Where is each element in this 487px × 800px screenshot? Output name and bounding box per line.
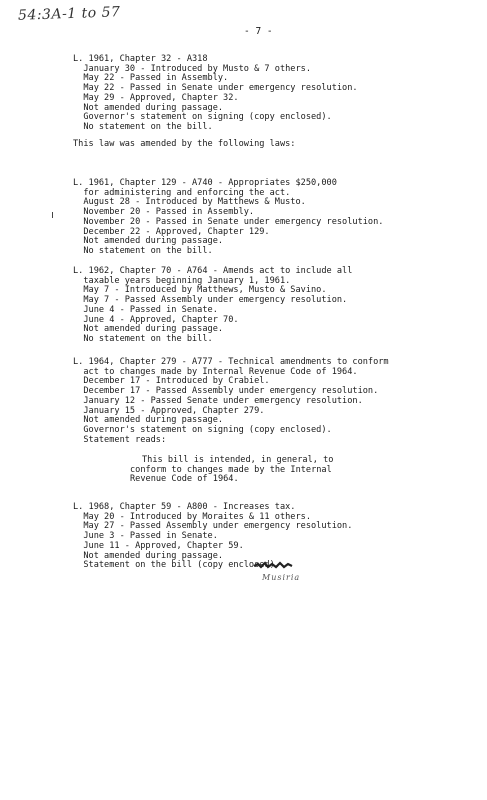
entry-heading: L. 1962, Chapter 70 - A764 - Amends act to include all [73, 266, 353, 276]
margin-mark [52, 212, 53, 218]
entry-line: May 27 - Passed Assembly under emergency resolution. [73, 521, 353, 532]
entry-line: November 20 - Passed in Senate under emergency resolution. [73, 216, 384, 227]
entry-line: Not amended during passage. [73, 324, 224, 335]
entry-line: Not amended during passage. [73, 550, 224, 561]
entry-line: January 30 - Introduced by Musto & 7 others. [73, 63, 311, 74]
amended-intro: This law was amended by the following laws: [73, 139, 296, 149]
entry-line: December 22 - Approved, Chapter 129. [73, 226, 270, 237]
entry-heading: L. 1968, Chapter 59 - A800 - Increases tax. [73, 502, 296, 512]
entry-line: June 4 - Approved, Chapter 70. [73, 314, 239, 325]
entry-line: No statement on the bill. [73, 245, 213, 256]
entry-line: Governor's statement on signing (copy enclosed). [73, 112, 332, 123]
strikeout-scribble [253, 561, 295, 569]
entry-line: for administering and enforcing the act. [73, 187, 291, 198]
entry-line: August 28 - Introduced by Matthews & Musto. [73, 197, 306, 208]
entry-heading: L. 1961, Chapter 129 - A740 - Appropriates $250,000 [73, 178, 337, 188]
entry-line: December 17 - Introduced by Crabiel. [73, 376, 270, 387]
entry-line: act to changes made by Internal Revenue Code of 1964. [73, 366, 358, 377]
handwritten-signature: Musiria [262, 573, 301, 582]
entry-line: May 7 - Passed Assembly under emergency resolution. [73, 295, 348, 306]
entry-line: Statement reads: [73, 434, 167, 445]
entry-line: January 12 - Passed Senate under emergency resolution. [73, 395, 363, 406]
entry-line: May 22 - Passed in Assembly. [73, 73, 229, 84]
entry-line: January 15 - Approved, Chapter 279. [73, 405, 265, 416]
entry-heading: L. 1964, Chapter 279 - A777 - Technical amendments to conform [73, 357, 389, 367]
page-number: - 7 - [244, 26, 273, 37]
entry-line: May 7 - Introduced by Matthews, Musto & Savino. [73, 285, 327, 296]
entry-line: No statement on the bill. [73, 121, 213, 132]
handwritten-note: 54:3A-1 to 57 [17, 4, 121, 24]
entry-line: taxable years beginning January 1, 1961. [73, 275, 291, 286]
entry-line: May 22 - Passed in Senate under emergency resolution. [73, 83, 358, 94]
entry-line: June 3 - Passed in Senate. [73, 531, 218, 542]
quote-line: This bill is intended, in general, to [142, 455, 334, 465]
entry-line: December 17 - Passed Assembly under emergency resolution. [73, 386, 379, 397]
entry-line: No statement on the bill. [73, 333, 213, 344]
entry-line: June 11 - Approved, Chapter 59. [73, 540, 244, 551]
quote-line: Revenue Code of 1964. [130, 474, 239, 485]
entry-line: May 29 - Approved, Chapter 32. [73, 92, 239, 103]
entry-line: Not amended during passage. [73, 236, 224, 247]
entry-heading: L. 1961, Chapter 32 - A318 [73, 54, 208, 64]
quote-line: conform to changes made by the Internal [130, 464, 332, 475]
entry-line: June 4 - Passed in Senate. [73, 304, 218, 315]
entry-line: Not amended during passage. [73, 102, 224, 113]
entry-line: Statement on the bill (copy enclosed). [73, 560, 280, 571]
entry-line: November 20 - Passed in Assembly. [73, 207, 255, 218]
entry-line: Governor's statement on signing (copy enclosed). [73, 424, 332, 435]
entry-line: Not amended during passage. [73, 415, 224, 426]
entry-line: May 20 - Introduced by Moraites & 11 others. [73, 511, 311, 522]
